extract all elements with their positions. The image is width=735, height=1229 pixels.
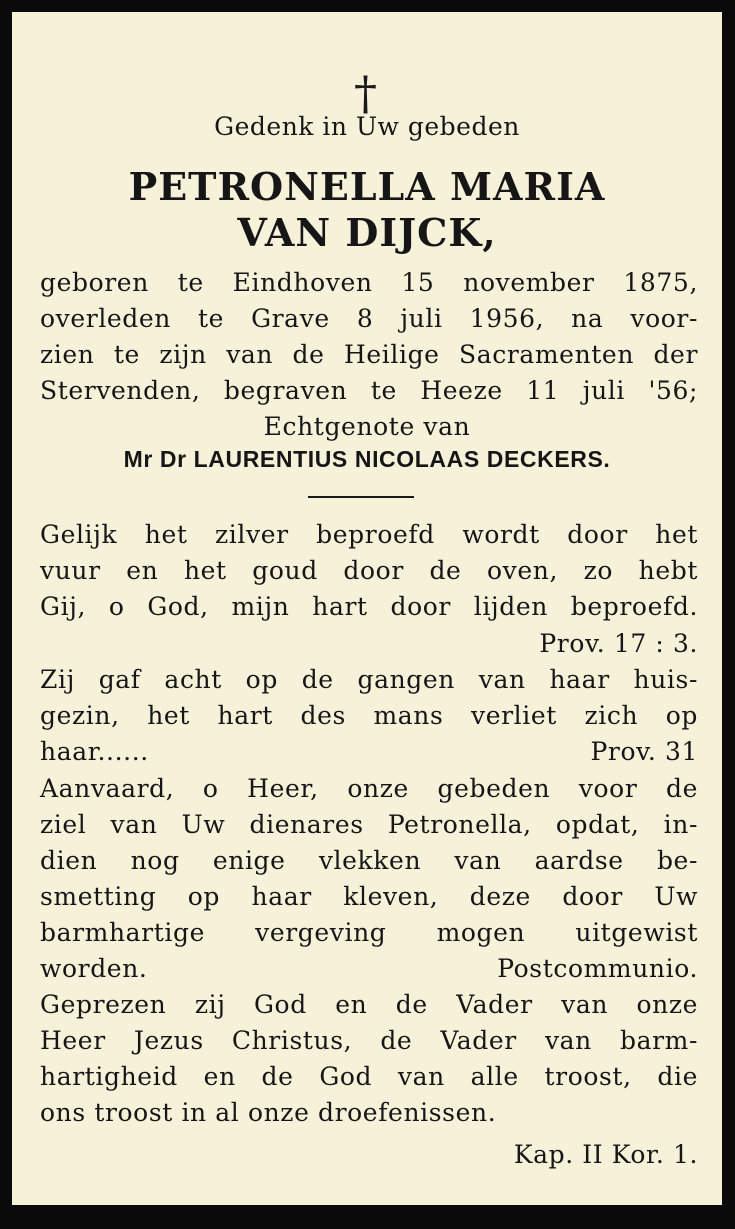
- divider: [308, 496, 414, 498]
- quote-line: Gij, o God, mijn hart door lijden beproefd.: [40, 592, 698, 621]
- spouse-label: Echtgenote van: [263, 412, 471, 441]
- blessing-line: Heer Jezus Christus, de Vader van barm-: [40, 1026, 698, 1055]
- scripture-reference: Prov. 31: [590, 737, 698, 766]
- bio-line: geboren te Eindhoven 15 november 1875,: [40, 268, 698, 297]
- memorial-card: [12, 12, 722, 1205]
- bio-line: zien te zijn van de Heilige Sacramenten der: [40, 340, 698, 369]
- spouse-name: Mr Dr LAURENTIUS NICOLAAS DECKERS.: [123, 446, 611, 472]
- blessing-line: hartigheid en de God van alle troost, die: [40, 1062, 698, 1091]
- prayer-line: Aanvaard, o Heer, onze gebeden voor de: [40, 774, 698, 803]
- intro-text: Gedenk in Uw gebeden: [214, 112, 520, 141]
- quote-line: Gelijk het zilver beproefd wordt door het: [40, 520, 698, 549]
- blessing-line: Geprezen zij God en de Vader van onze: [40, 990, 698, 1019]
- bio-line: Stervenden, begraven te Heeze 11 juli '56;: [40, 376, 698, 405]
- prayer-line: barmhartige vergeving mogen uitgewist: [40, 918, 698, 947]
- quote-line: gezin, het hart des mans verliet zich op: [40, 701, 698, 730]
- deceased-name-line1: PETRONELLA MARIA: [128, 164, 606, 209]
- prayer-line: smetting op haar kleven, deze door Uw: [40, 882, 698, 911]
- blessing-end-line: ons troost in al onze droefenissen.: [40, 1098, 497, 1127]
- prayer-end-text: worden.: [40, 954, 148, 983]
- deceased-name-line2: VAN DIJCK,: [237, 210, 497, 255]
- scripture-reference: Kap. II Kor. 1.: [513, 1140, 698, 1169]
- quote-line: vuur en het goud door de oven, zo hebt: [40, 556, 698, 585]
- prayer-line: dien nog enige vlekken van aardse be-: [40, 846, 698, 875]
- quote-line: Zij gaf acht op de gangen van haar huis-: [40, 665, 698, 694]
- quote-end-line: [40, 737, 698, 767]
- quote-end-text: haar......: [40, 737, 149, 766]
- scripture-reference: Prov. 17 : 3.: [539, 629, 698, 658]
- cross-icon: †: [354, 66, 377, 120]
- bio-line: overleden te Grave 8 juli 1956, na voor-: [40, 304, 698, 333]
- prayer-end-line: [40, 954, 698, 984]
- scripture-reference: Postcommunio.: [497, 954, 698, 983]
- prayer-line: ziel van Uw dienares Petronella, opdat, in-: [40, 810, 698, 839]
